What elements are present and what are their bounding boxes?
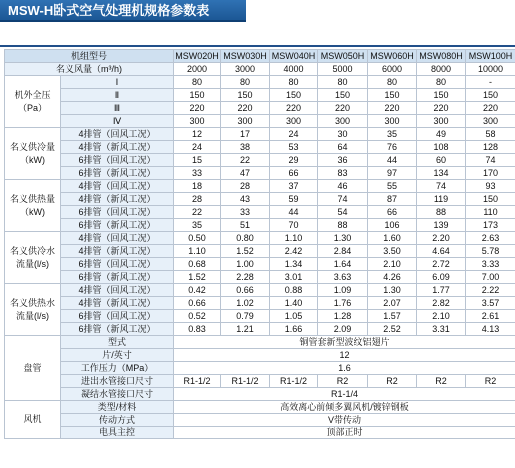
value-cell: 53 <box>270 141 318 154</box>
value-cell: 0.83 <box>174 323 221 336</box>
value-cell: 6.09 <box>417 271 466 284</box>
value-cell: 38 <box>221 141 270 154</box>
value-cell: R1-1/2 <box>221 375 270 388</box>
value-cell: 1.02 <box>221 297 270 310</box>
airflow-row <box>5 63 515 76</box>
value-cell: 220 <box>270 102 318 115</box>
value-cell: 3.57 <box>466 297 515 310</box>
row-label: 传动方式 <box>61 414 174 427</box>
value-cell: 1.10 <box>270 232 318 245</box>
value-cell: 15 <box>174 154 221 167</box>
value-cell: 3.50 <box>368 245 417 258</box>
value-cell: 37 <box>270 180 318 193</box>
value-cell: 35 <box>368 128 417 141</box>
value-cell: 43 <box>221 193 270 206</box>
value-cell: 139 <box>417 219 466 232</box>
value-cell: 1.52 <box>221 245 270 258</box>
value-cell: 300 <box>318 115 368 128</box>
value-cell: 70 <box>270 219 318 232</box>
table-row <box>5 258 515 271</box>
value-cell: 22 <box>174 206 221 219</box>
value-cell: 1.28 <box>318 310 368 323</box>
table-row <box>5 388 515 401</box>
value-cell: 2.28 <box>221 271 270 284</box>
value-cell: 49 <box>417 128 466 141</box>
table-row <box>5 349 515 362</box>
value-cell: 铜管套新型波纹铝翅片 <box>174 336 515 349</box>
table-row <box>5 219 515 232</box>
value-cell: 1.30 <box>318 232 368 245</box>
row-label: 6排管（回风工况） <box>61 310 174 323</box>
row-label: 6排管（新风工况） <box>61 323 174 336</box>
row-label: 类型/材料 <box>61 401 174 414</box>
value-cell: 108 <box>417 141 466 154</box>
row-label: 型式 <box>61 336 174 349</box>
value-cell: 150 <box>466 89 515 102</box>
row-label: 4排管（新风工况） <box>61 297 174 310</box>
value-cell: 88 <box>417 206 466 219</box>
value-cell: 2.82 <box>417 297 466 310</box>
table-row <box>5 141 515 154</box>
value-cell: 28 <box>221 180 270 193</box>
airflow-value: 3000 <box>221 63 270 76</box>
value-cell: 300 <box>221 115 270 128</box>
value-cell: 106 <box>368 219 417 232</box>
title-divider <box>0 45 515 47</box>
value-cell: 300 <box>368 115 417 128</box>
value-cell: R2 <box>368 375 417 388</box>
model-name: MSW040H <box>270 50 318 63</box>
value-cell: 220 <box>368 102 417 115</box>
value-cell: 80 <box>318 76 368 89</box>
value-cell: 220 <box>221 102 270 115</box>
row-label: 4排管（新风工况） <box>61 193 174 206</box>
table-row <box>5 180 515 193</box>
row-label: 4排管（新风工况） <box>61 245 174 258</box>
row-label: 6排管（新风工况） <box>61 219 174 232</box>
value-cell: 0.79 <box>221 310 270 323</box>
value-cell: 24 <box>174 141 221 154</box>
table-row <box>5 102 515 115</box>
value-cell: 1.10 <box>174 245 221 258</box>
spec-table <box>4 49 515 439</box>
airflow-label: 名义风量（m³/h) <box>5 63 174 76</box>
value-cell: 18 <box>174 180 221 193</box>
row-label: Ⅰ <box>61 76 174 89</box>
airflow-value: 4000 <box>270 63 318 76</box>
value-cell: 220 <box>174 102 221 115</box>
header-row <box>5 50 515 63</box>
value-cell: 220 <box>417 102 466 115</box>
value-cell: 2.63 <box>466 232 515 245</box>
row-label: 4排管（回风工况） <box>61 284 174 297</box>
value-cell: 2.10 <box>417 310 466 323</box>
value-cell: 0.50 <box>174 232 221 245</box>
value-cell: 1.30 <box>368 284 417 297</box>
row-label: Ⅲ <box>61 102 174 115</box>
value-cell: 1.66 <box>270 323 318 336</box>
model-name: MSW050H <box>318 50 368 63</box>
value-cell: 3.31 <box>417 323 466 336</box>
value-cell: 93 <box>466 180 515 193</box>
value-cell: 51 <box>221 219 270 232</box>
row-label: 工作压力（MPa） <box>61 362 174 375</box>
table-row <box>5 167 515 180</box>
value-cell: 35 <box>174 219 221 232</box>
table-row <box>5 128 515 141</box>
row-label: 片/英寸 <box>61 349 174 362</box>
value-cell: 0.88 <box>270 284 318 297</box>
value-cell: 2.10 <box>368 258 417 271</box>
row-label: 凝结水管接口尺寸 <box>61 388 174 401</box>
coil-group-label: 盘管 <box>5 336 61 401</box>
value-cell: 12 <box>174 349 515 362</box>
table-row <box>5 271 515 284</box>
value-cell: 110 <box>466 206 515 219</box>
table-row <box>5 310 515 323</box>
value-cell: 1.57 <box>368 310 417 323</box>
airflow-value: 6000 <box>368 63 417 76</box>
value-cell: 60 <box>417 154 466 167</box>
row-label: 4排管（回风工况） <box>61 232 174 245</box>
value-cell: 0.42 <box>174 284 221 297</box>
value-cell: 83 <box>318 167 368 180</box>
value-cell: 300 <box>270 115 318 128</box>
airflow-value: 10000 <box>466 63 515 76</box>
value-cell: 150 <box>318 89 368 102</box>
value-cell: 1.09 <box>318 284 368 297</box>
model-name: MSW060H <box>368 50 417 63</box>
value-cell: 4.64 <box>417 245 466 258</box>
value-cell: 0.52 <box>174 310 221 323</box>
value-cell: 128 <box>466 141 515 154</box>
row-label: Ⅳ <box>61 115 174 128</box>
value-cell: 7.00 <box>466 271 515 284</box>
value-cell: 80 <box>417 76 466 89</box>
value-cell: 2.22 <box>466 284 515 297</box>
row-label: 电具主控 <box>61 427 174 439</box>
table-row <box>5 375 515 388</box>
table-row <box>5 206 515 219</box>
value-cell: 22 <box>221 154 270 167</box>
value-cell: 30 <box>318 128 368 141</box>
value-cell: 0.80 <box>221 232 270 245</box>
airflow-value: 8000 <box>417 63 466 76</box>
table-row <box>5 362 515 375</box>
value-cell: 55 <box>368 180 417 193</box>
pressure-group-label: 机外全压 （Pa） <box>5 76 61 128</box>
value-cell: 1.64 <box>318 258 368 271</box>
value-cell: 2.42 <box>270 245 318 258</box>
row-label: 进出水管接口尺寸 <box>61 375 174 388</box>
value-cell: 134 <box>417 167 466 180</box>
value-cell: 76 <box>368 141 417 154</box>
value-cell: 119 <box>417 193 466 206</box>
value-cell: 44 <box>368 154 417 167</box>
value-cell: 1.52 <box>174 271 221 284</box>
value-cell: 1.05 <box>270 310 318 323</box>
value-cell: 2.07 <box>368 297 417 310</box>
value-cell: 74 <box>466 154 515 167</box>
value-cell: 170 <box>466 167 515 180</box>
value-cell: 2.09 <box>318 323 368 336</box>
model-name: MSW030H <box>221 50 270 63</box>
value-cell: 74 <box>417 180 466 193</box>
value-cell: 顶部正时 <box>174 427 515 439</box>
value-cell: 74 <box>318 193 368 206</box>
table-row <box>5 414 515 427</box>
value-cell: 46 <box>318 180 368 193</box>
value-cell: 4.26 <box>368 271 417 284</box>
value-cell: 220 <box>466 102 515 115</box>
value-cell: 59 <box>270 193 318 206</box>
value-cell: R1-1/2 <box>174 375 221 388</box>
value-cell: 36 <box>318 154 368 167</box>
value-cell: 300 <box>174 115 221 128</box>
table-row <box>5 323 515 336</box>
model-name: MSW080H <box>417 50 466 63</box>
row-label: 6排管（回风工况） <box>61 154 174 167</box>
heating-group-label: 名义供热量 （kW) <box>5 180 61 232</box>
value-cell: 12 <box>174 128 221 141</box>
airflow-value: 5000 <box>318 63 368 76</box>
value-cell: 1.60 <box>368 232 417 245</box>
value-cell: 0.68 <box>174 258 221 271</box>
value-cell: 29 <box>270 154 318 167</box>
value-cell: 1.00 <box>221 258 270 271</box>
fan-group-label: 风机 <box>5 401 61 439</box>
value-cell: 80 <box>174 76 221 89</box>
value-cell: 28 <box>174 193 221 206</box>
row-label: 4排管（回风工况） <box>61 180 174 193</box>
value-cell: 150 <box>417 89 466 102</box>
value-cell: 58 <box>466 128 515 141</box>
value-cell: 33 <box>174 167 221 180</box>
value-cell: 1.34 <box>270 258 318 271</box>
value-cell: 高效离心前倾多翼风机/镀锌钢板 <box>174 401 515 414</box>
value-cell: 44 <box>270 206 318 219</box>
value-cell: 54 <box>318 206 368 219</box>
value-cell: 1.77 <box>417 284 466 297</box>
value-cell: 150 <box>466 193 515 206</box>
value-cell: - <box>466 76 515 89</box>
value-cell: 173 <box>466 219 515 232</box>
value-cell: 300 <box>466 115 515 128</box>
value-cell: 97 <box>368 167 417 180</box>
table-row <box>5 154 515 167</box>
value-cell: 300 <box>417 115 466 128</box>
heat-water-group-label: 名义供热水 流量(l/s) <box>5 284 61 336</box>
table-row <box>5 297 515 310</box>
value-cell: R1-1/2 <box>270 375 318 388</box>
row-label: 6排管（回风工况） <box>61 258 174 271</box>
table-row <box>5 115 515 128</box>
value-cell: 66 <box>368 206 417 219</box>
value-cell: 150 <box>221 89 270 102</box>
value-cell: 1.6 <box>174 362 515 375</box>
row-label: 4排管（新风工况） <box>61 141 174 154</box>
value-cell: R2 <box>417 375 466 388</box>
value-cell: 33 <box>221 206 270 219</box>
value-cell: 1.40 <box>270 297 318 310</box>
value-cell: 4.13 <box>466 323 515 336</box>
row-label: 4排管（回风工况） <box>61 128 174 141</box>
value-cell: 17 <box>221 128 270 141</box>
value-cell: 88 <box>318 219 368 232</box>
value-cell: 64 <box>318 141 368 154</box>
value-cell: 80 <box>270 76 318 89</box>
value-cell: 80 <box>368 76 417 89</box>
table-row <box>5 401 515 414</box>
airflow-value: 2000 <box>174 63 221 76</box>
value-cell: 5.78 <box>466 245 515 258</box>
value-cell: 1.21 <box>221 323 270 336</box>
value-cell: 150 <box>368 89 417 102</box>
cooling-group-label: 名义供冷量 （kW) <box>5 128 61 180</box>
value-cell: 150 <box>270 89 318 102</box>
value-cell: 24 <box>270 128 318 141</box>
row-label: 6排管（回风工况） <box>61 206 174 219</box>
cool-water-group-label: 名义供冷水 流量(l/s) <box>5 232 61 284</box>
value-cell: R2 <box>318 375 368 388</box>
table-row <box>5 76 515 89</box>
value-cell: 2.72 <box>417 258 466 271</box>
table-row <box>5 284 515 297</box>
value-cell: 3.33 <box>466 258 515 271</box>
value-cell: 150 <box>174 89 221 102</box>
table-row <box>5 232 515 245</box>
value-cell: 0.66 <box>174 297 221 310</box>
table-row <box>5 193 515 206</box>
model-label: 机组型号 <box>5 50 174 63</box>
value-cell: 3.63 <box>318 271 368 284</box>
value-cell: 80 <box>221 76 270 89</box>
value-cell: 2.52 <box>368 323 417 336</box>
row-label: 6排管（新风工况） <box>61 167 174 180</box>
value-cell: 3.01 <box>270 271 318 284</box>
value-cell: V带传动 <box>174 414 515 427</box>
table-row <box>5 427 515 439</box>
value-cell: R1-1/4 <box>174 388 515 401</box>
page-title: MSW-H卧式空气处理机规格参数表 <box>0 0 246 22</box>
value-cell: 1.76 <box>318 297 368 310</box>
table-row <box>5 245 515 258</box>
value-cell: 87 <box>368 193 417 206</box>
table-row <box>5 336 515 349</box>
row-label: Ⅱ <box>61 89 174 102</box>
row-label: 6排管（新风工况） <box>61 271 174 284</box>
value-cell: 47 <box>221 167 270 180</box>
value-cell: 66 <box>270 167 318 180</box>
value-cell: 0.66 <box>221 284 270 297</box>
table-row <box>5 89 515 102</box>
model-name: MSW100H <box>466 50 515 63</box>
value-cell: 220 <box>318 102 368 115</box>
value-cell: 2.61 <box>466 310 515 323</box>
value-cell: R2 <box>466 375 515 388</box>
value-cell: 2.20 <box>417 232 466 245</box>
model-name: MSW020H <box>175 51 219 61</box>
value-cell: 2.84 <box>318 245 368 258</box>
